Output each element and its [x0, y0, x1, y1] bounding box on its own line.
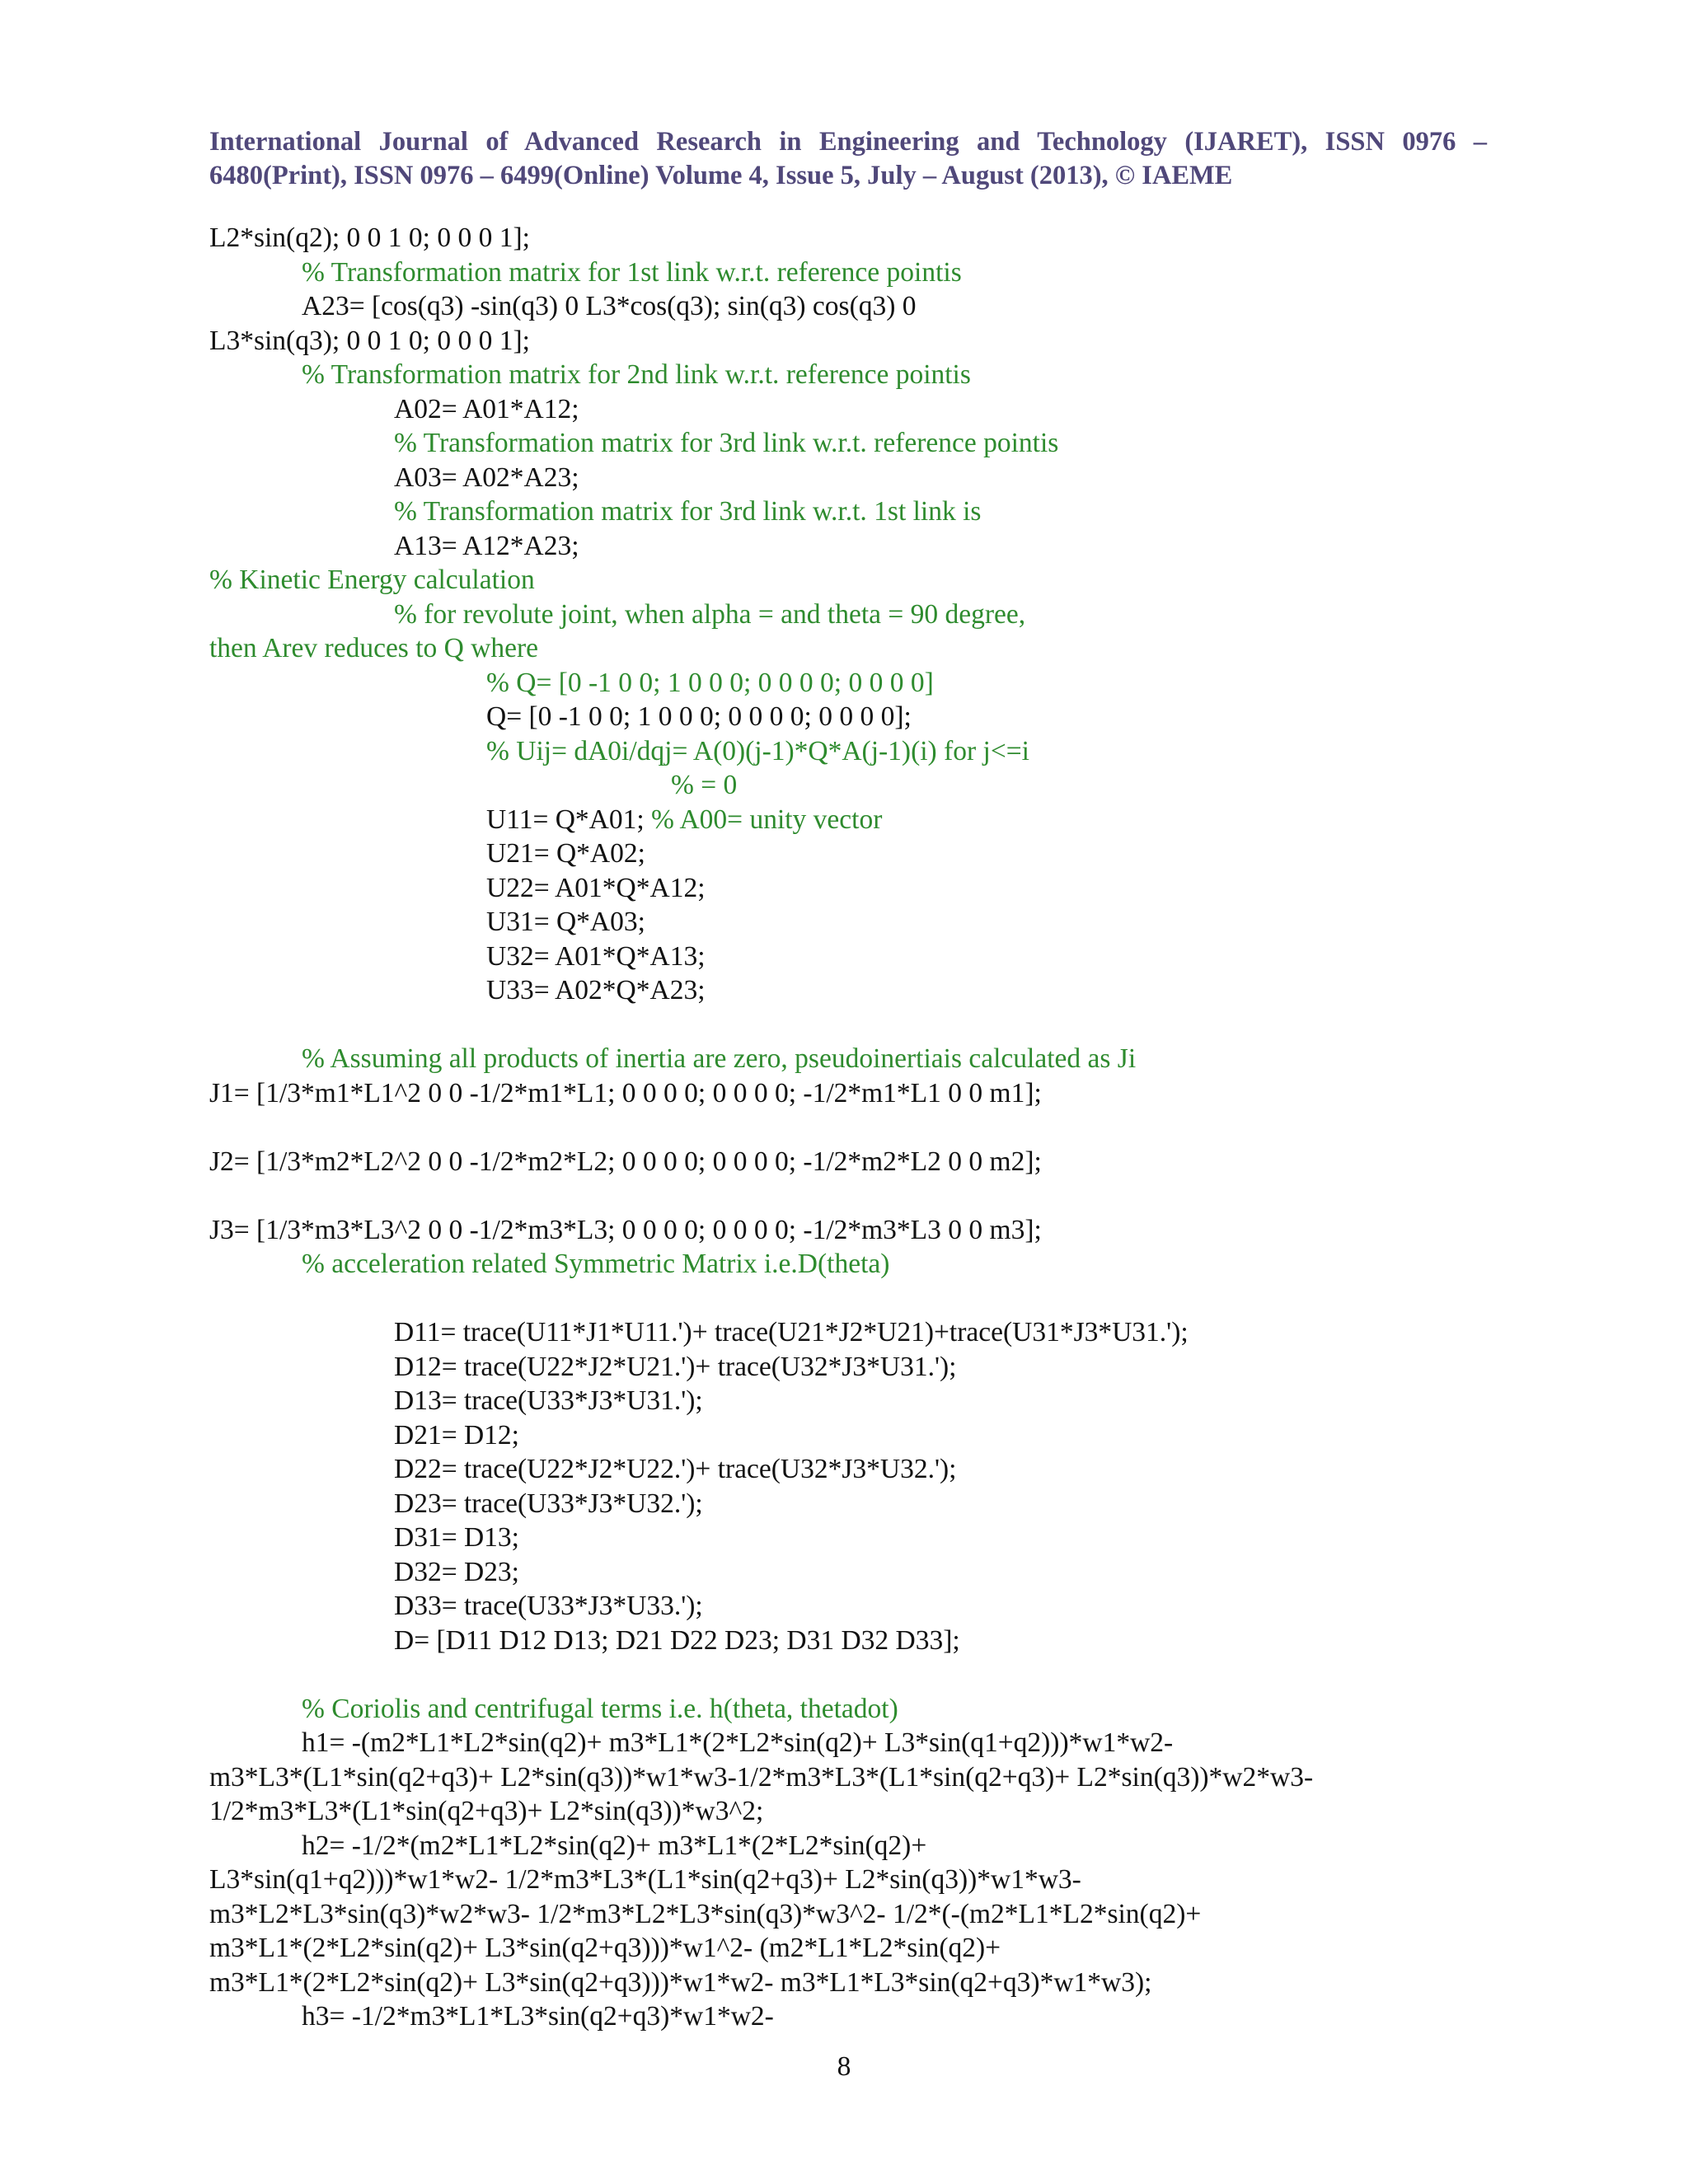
code-line: [394, 1384, 703, 1418]
code-line: [394, 1487, 703, 1521]
code-text: m3*L1*(2*L2*sin(q2)+ L3*sin(q2+q3)))*w1*w2- m3*L1*L3*sin(q2+q3)*w1*w3);: [209, 1966, 1152, 1998]
code-text: J3= [1/3*m3*L3^2 0 0 -1/2*m3*L3; 0 0 0 0; 0 0 0 0; -1/2*m3*L3 0 0 m3];: [209, 1214, 1042, 1245]
comment-line: [302, 1692, 898, 1727]
comment-text: % A00= unity vector: [651, 804, 883, 835]
code-line: [209, 1145, 1042, 1179]
code-line: [302, 1829, 926, 1863]
code-text: D12= trace(U22*J2*U21.')+ trace(U32*J3*U31.');: [394, 1351, 957, 1382]
code-text: D21= D12;: [394, 1419, 519, 1451]
code-text: A13= A12*A23;: [394, 530, 579, 561]
code-line: [209, 1863, 1081, 1897]
code-line: [209, 1213, 1042, 1248]
code-line: [209, 1931, 1001, 1966]
code-text: D23= trace(U33*J3*U32.');: [394, 1488, 703, 1519]
comment-text: % Coriolis and centrifugal terms i.e. h(theta, thetadot): [302, 1693, 898, 1724]
code-text: h2= -1/2*(m2*L1*L2*sin(q2)+ m3*L1*(2*L2*sin(q2)+: [302, 1830, 927, 1861]
comment-line: [209, 631, 538, 666]
code-line: [394, 1555, 519, 1590]
code-text: U21= Q*A02;: [486, 838, 645, 869]
comment-text: % Transformation matrix for 3rd link w.r.t. 1st link is: [394, 496, 982, 527]
code-line: [394, 1418, 519, 1453]
code-line: [486, 803, 882, 837]
comment-line: [209, 563, 535, 598]
code-text: h3= -1/2*m3*L1*L3*sin(q2+q3)*w1*w2-: [302, 2001, 774, 2032]
code-line: [486, 837, 645, 871]
code-text: L3*sin(q1+q2)))*w1*w2- 1/2*m3*L3*(L1*sin(q2+q3)+ L2*sin(q3))*w1*w3-: [209, 1864, 1081, 1895]
code-line: [394, 1350, 956, 1385]
code-text: Q= [0 -1 0 0; 1 0 0 0; 0 0 0 0; 0 0 0 0];: [486, 701, 912, 732]
code-text: U31= Q*A03;: [486, 907, 645, 937]
comment-line: [302, 255, 962, 290]
comment-text: % for revolute joint, when alpha = and theta = 90 degree,: [394, 598, 1026, 630]
page-number: 8: [837, 2051, 851, 2082]
comment-line: [394, 426, 1058, 461]
code-line: [394, 1452, 956, 1487]
comment-line: [394, 494, 981, 529]
code-line: [302, 289, 917, 324]
comment-text: % Q= [0 -1 0 0; 1 0 0 0; 0 0 0 0; 0 0 0 0]: [486, 667, 934, 698]
comment-line: [486, 666, 934, 701]
code-line: [209, 1966, 1151, 2000]
code-text: J1= [1/3*m1*L1^2 0 0 -1/2*m1*L1; 0 0 0 0; 0 0 0 0; -1/2*m1*L1 0 0 m1];: [209, 1077, 1042, 1108]
code-line: [209, 221, 530, 255]
code-text: D31= D13;: [394, 1522, 519, 1553]
code-line: [394, 529, 579, 564]
comment-line: [486, 734, 1029, 769]
code-line: [486, 905, 645, 940]
code-line: [209, 324, 530, 359]
comment-text: % Uij= dA0i/dqj= A(0)(j-1)*Q*A(j-1)(i) for j<=i: [486, 735, 1029, 766]
comment-text: % Kinetic Energy calculation: [209, 565, 535, 595]
code-line: [486, 871, 706, 906]
code-text: D32= D23;: [394, 1556, 519, 1587]
code-line: [486, 973, 706, 1008]
code-text: L2*sin(q2); 0 0 1 0; 0 0 0 1];: [209, 223, 530, 253]
comment-text: % = 0: [671, 770, 738, 800]
code-text: L3*sin(q3); 0 0 1 0; 0 0 0 1];: [209, 325, 530, 356]
code-text: h1= -(m2*L1*L2*sin(q2)+ m3*L1*(2*L2*sin(q2)+ L3*sin(q1+q2)))*w1*w2-: [302, 1727, 1174, 1758]
code-text: m3*L3*(L1*sin(q2+q3)+ L2*sin(q3))*w1*w3-1/2*m3*L3*(L1*sin(q2+q3)+ L2*sin(q3))*w2*w3-: [209, 1761, 1314, 1793]
journal-header: International Journal of Advanced Research in Engineering and Technology (IJARET), ISSN 0976 – 6480(Print), ISSN 0976 – 6499(Online) Volume 4, Issue 5, July – August (2013), © IAEME: [209, 127, 1487, 190]
comment-text: % Transformation matrix for 1st link w.r.t. reference pointis: [302, 256, 962, 288]
code-text: U11= Q*A01;: [486, 804, 652, 835]
code-line: [394, 1624, 960, 1658]
code-line: [302, 1999, 774, 2034]
comment-text: % Transformation matrix for 3rd link w.r.t. reference pointis: [394, 428, 1059, 458]
code-line: [394, 1315, 1189, 1350]
comment-text: % Transformation matrix for 2nd link w.r.t. reference pointis: [302, 359, 971, 390]
code-text: D22= trace(U22*J2*U22.')+ trace(U32*J3*U32.');: [394, 1454, 957, 1484]
code-line: [209, 1794, 763, 1829]
code-line: [209, 1760, 1313, 1795]
code-text: U22= A01*Q*A12;: [486, 872, 706, 903]
code-text: D= [D11 D12 D13; D21 D22 D23; D31 D32 D33];: [394, 1624, 960, 1656]
comment-line: [302, 1042, 1136, 1076]
comment-line: [394, 598, 1025, 632]
comment-line: [302, 1247, 889, 1282]
code-text: D33= trace(U33*J3*U33.');: [394, 1591, 703, 1621]
code-line: [486, 940, 706, 974]
comment-text: % acceleration related Symmetric Matrix i.e.D(theta): [302, 1249, 890, 1279]
code-line: [394, 1589, 703, 1624]
code-text: A03= A02*A23;: [394, 462, 579, 493]
code-text: U32= A01*Q*A13;: [486, 940, 706, 972]
code-line: [394, 461, 579, 495]
comment-text: then Arev reduces to Q where: [209, 633, 539, 663]
code-line: [302, 1726, 1173, 1760]
code-text: U33= A02*Q*A23;: [486, 975, 706, 1005]
code-line: [209, 1076, 1042, 1111]
code-line: [486, 700, 912, 734]
code-line: [394, 392, 579, 427]
code-text: A23= [cos(q3) -sin(q3) 0 L3*cos(q3); sin(q3) cos(q3) 0: [302, 291, 917, 321]
code-text: D11= trace(U11*J1*U11.')+ trace(U21*J2*U21)+trace(U31*J3*U31.');: [394, 1317, 1189, 1347]
comment-line: [671, 768, 737, 803]
comment-text: % Assuming all products of inertia are zero, pseudoinertiais calculated as Ji: [302, 1043, 1137, 1074]
code-text: D13= trace(U33*J3*U31.');: [394, 1385, 703, 1416]
code-text: m3*L1*(2*L2*sin(q2)+ L3*sin(q2+q3)))*w1^2- (m2*L1*L2*sin(q2)+: [209, 1933, 1001, 1963]
code-text: J2= [1/3*m2*L2^2 0 0 -1/2*m2*L2; 0 0 0 0; 0 0 0 0; -1/2*m2*L2 0 0 m2];: [209, 1146, 1042, 1177]
code-text: A02= A01*A12;: [394, 393, 579, 424]
code-text: 1/2*m3*L3*(L1*sin(q2+q3)+ L2*sin(q3))*w3^2;: [209, 1796, 764, 1826]
code-text: m3*L2*L3*sin(q3)*w2*w3- 1/2*m3*L2*L3*sin(q3)*w3^2- 1/2*(-(m2*L1*L2*sin(q2)+: [209, 1898, 1202, 1929]
comment-line: [302, 358, 971, 392]
code-line: [209, 1897, 1201, 1932]
code-line: [394, 1521, 519, 1555]
